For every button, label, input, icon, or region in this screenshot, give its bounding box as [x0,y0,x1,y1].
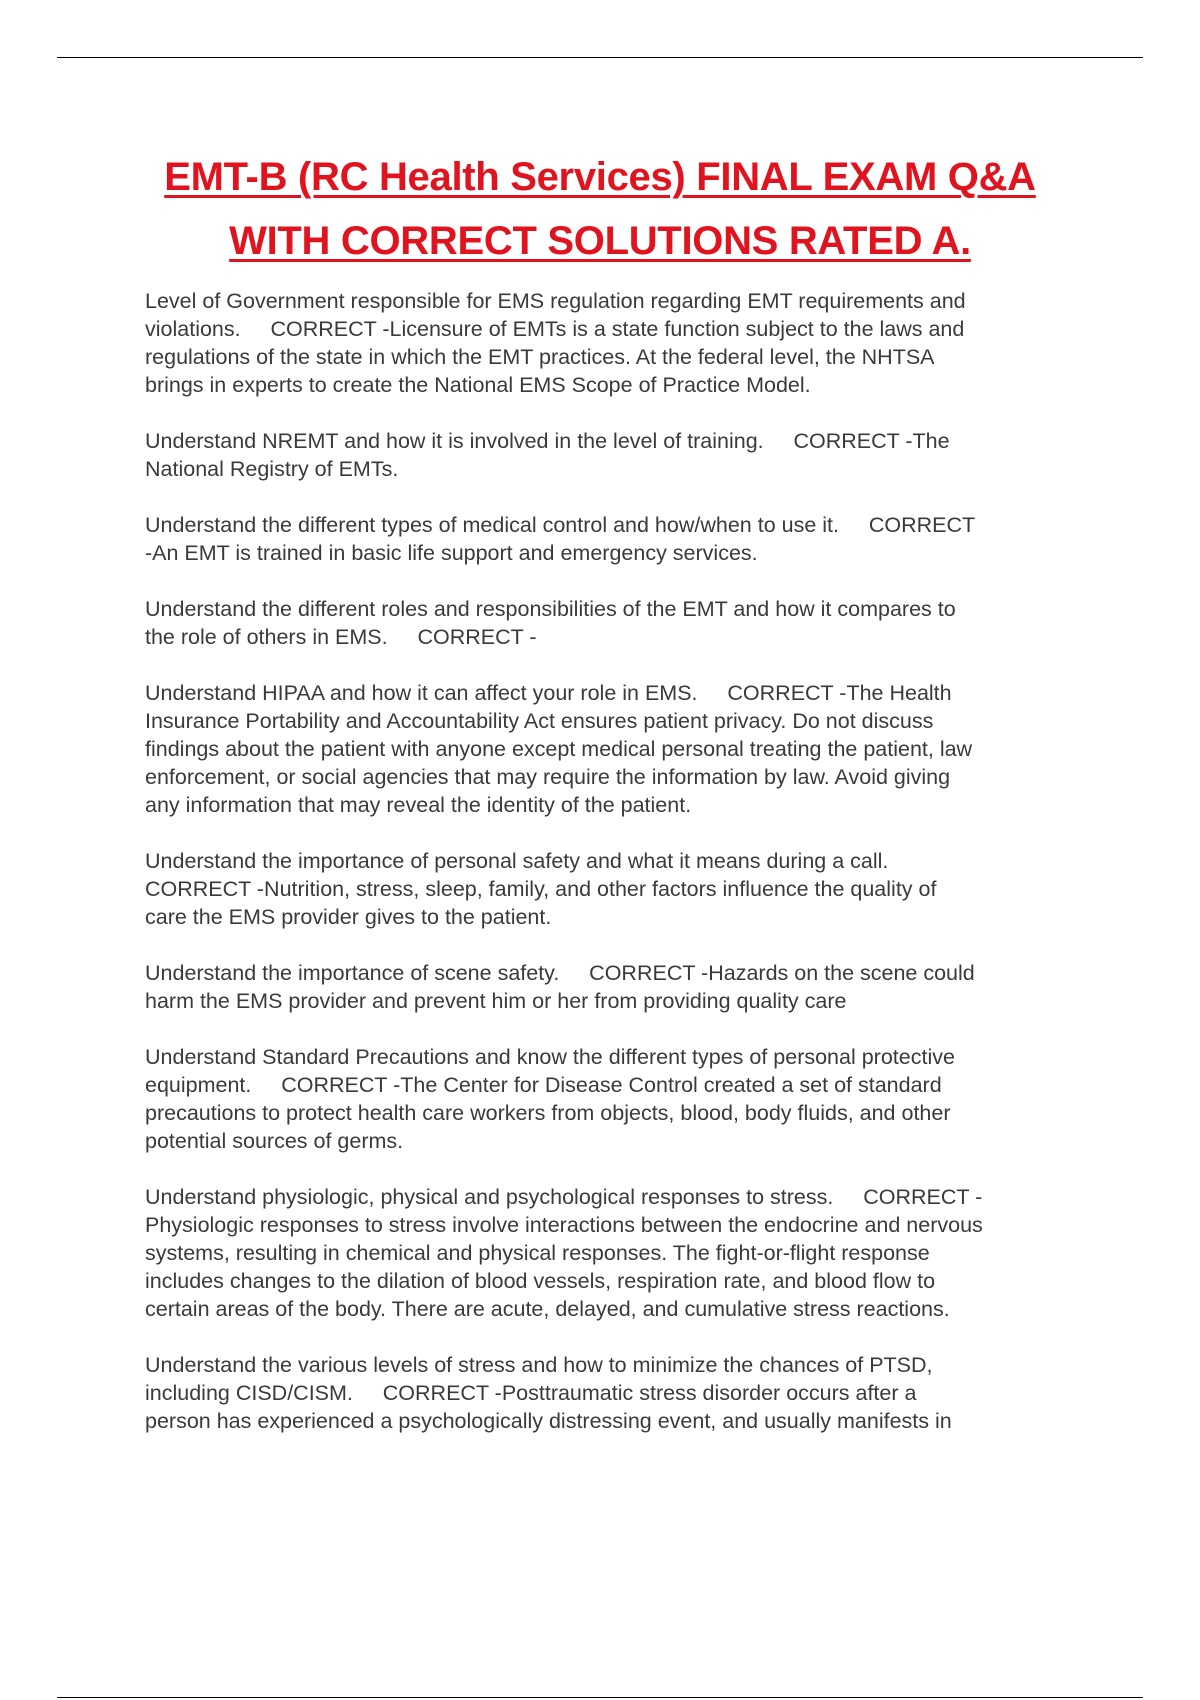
footer-rule [57,1697,1143,1698]
title-line-2: WITH CORRECT SOLUTIONS RATED A. [229,219,971,263]
header-rule [57,57,1143,58]
qa-entry: Understand the importance of personal safety and what it means during a call. CORRECT -Nutrition, stress, sleep, family, and other factors influence the quality of care the EMS provider gives to the patient. [145,849,937,929]
qa-entry: Understand NREMT and how it is involved in the level of training. CORRECT -The National Registry of EMTs. [145,429,950,481]
qa-entry: Understand the various levels of stress and how to minimize the chances of PTSD, including CISD/CISM. CORRECT -Posttraumatic stress disorder occurs after a person has experienced a psychologically distressing event, and usually manifests in [145,1353,952,1433]
qa-entry: Understand Standard Precautions and know the different types of personal protective equipment. CORRECT -The Center for Disease Control created a set of standard precautions to protect health care workers from objects, blood, body fluids, and other potential sources of germs. [145,1045,955,1153]
qa-entry: Understand the importance of scene safety. CORRECT -Hazards on the scene could harm the EMS provider and prevent him or her from providing quality care [145,961,975,1013]
title-line-1: EMT-B (RC Health Services) FINAL EXAM Q&A [164,155,1036,199]
qa-list [145,287,1095,1463]
qa-entry: Understand the different roles and responsibilities of the EMT and how it compares to the role of others in EMS. CORRECT - [145,597,956,649]
qa-entry: Level of Government responsible for EMS regulation regarding EMT requirements and violations. CORRECT -Licensure of EMTs is a state function subject to the laws and regulations of the state in which the EMT practices. At the federal level, the NHTSA brings in experts to create the National EMS Scope of Practice Model. [145,289,966,397]
qa-entry: Understand physiologic, physical and psychological responses to stress. CORRECT - Physiologic responses to stress involve interactions between the endocrine and nervous systems, resulting in chemical and physical responses. The fight-or-flight response includes changes to the dilation of blood vessels, respiration rate, and blood flow to certain areas of the body. There are acute, delayed, and cumulative stress reactions. [145,1185,983,1321]
document-title [100,145,1100,273]
qa-entry: Understand HIPAA and how it can affect your role in EMS. CORRECT -The Health Insurance Portability and Accountability Act ensures patient privacy. Do not discuss findings about the patient with anyone except medical personal treating the patient, law enforcement, or social agencies that may require the information by law. Avoid giving any information that may reveal the identity of the patient. [145,681,973,817]
qa-entry: Understand the different types of medical control and how/when to use it. CORRECT -An EMT is trained in basic life support and emergency services. [145,513,976,565]
